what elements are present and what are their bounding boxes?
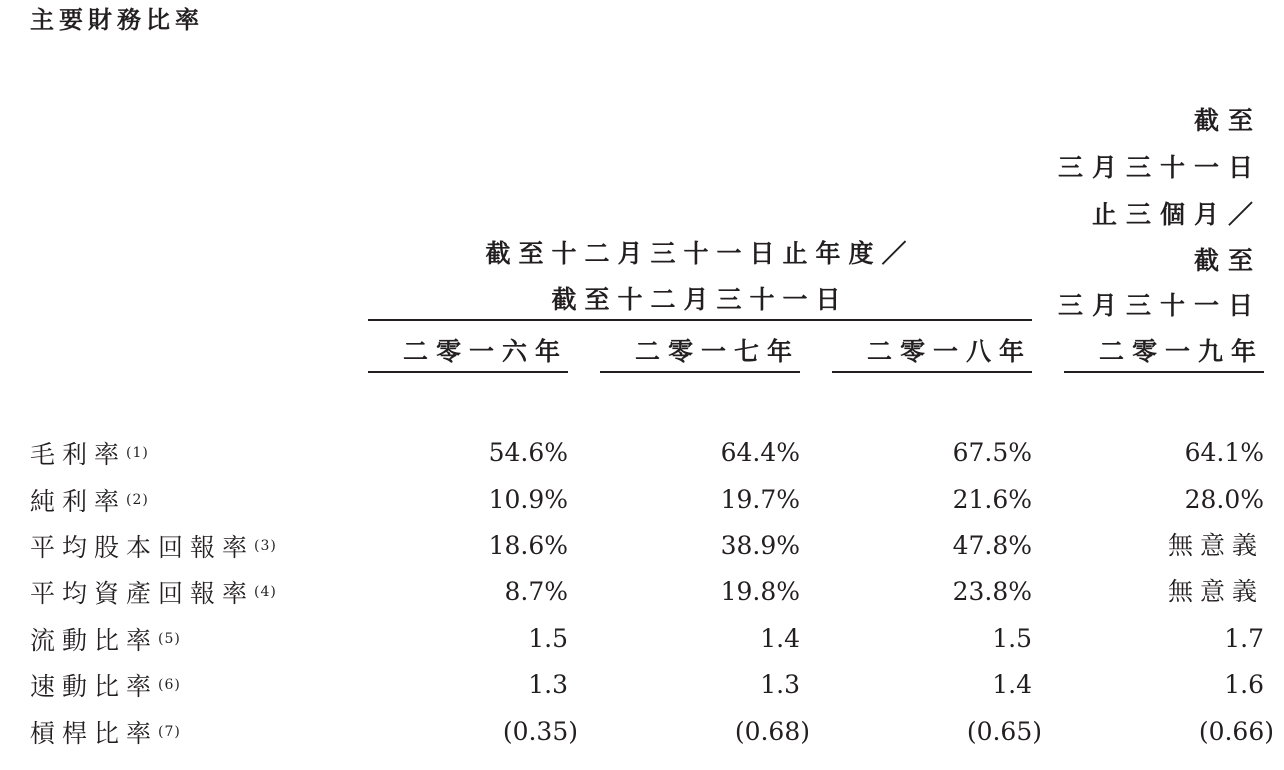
table-cell: 無意義	[1167, 577, 1264, 606]
row-label-return-on-assets	[30, 575, 277, 611]
table-cell: 19.8%	[720, 577, 800, 606]
table-cell: 19.7%	[720, 485, 800, 514]
column-rule-2018	[832, 371, 1032, 373]
row-label-return-on-equity	[30, 529, 277, 565]
table-cell: 21.6%	[952, 485, 1032, 514]
table-cell: 1.3	[760, 670, 800, 699]
row-label-text: 毛利率	[30, 440, 127, 469]
column-header-2019: 二零一九年	[1098, 337, 1264, 366]
last-col-header-line-1: 截至	[1193, 106, 1262, 135]
table-cell: 23.8%	[952, 577, 1032, 606]
table-cell: 無意義	[1167, 531, 1264, 560]
column-header-2018: 二零一八年	[866, 337, 1032, 366]
column-rule-2016	[368, 371, 568, 373]
table-cell: 64.4%	[720, 438, 800, 467]
table-cell: 28.0%	[1184, 485, 1264, 514]
table-cell: 54.6%	[488, 438, 568, 467]
page-title: 主要財務比率	[30, 6, 204, 34]
table-cell: 38.9%	[720, 531, 800, 560]
row-label-current-ratio	[30, 622, 181, 658]
column-header-2016: 二零一六年	[402, 337, 568, 366]
table-cell: 1.7	[1224, 624, 1264, 653]
row-label-text: 平均股本回報率	[30, 533, 255, 562]
table-cell: 18.6%	[488, 531, 568, 560]
year-group-header-line-2: 截至十二月三十一日	[551, 285, 849, 314]
table-cell: 1.6	[1224, 670, 1264, 699]
table-cell: 64.1%	[1184, 438, 1264, 467]
column-rule-2017	[600, 371, 800, 373]
table-cell: 1.5	[528, 624, 568, 653]
row-label-text: 槓桿比率	[30, 719, 159, 748]
column-header-2017: 二零一七年	[634, 337, 800, 366]
footnote-marker: (7)	[158, 724, 181, 740]
table-cell: 1.4	[992, 670, 1032, 699]
last-col-header-line-4: 截至	[1193, 246, 1262, 275]
footnote-marker: (4)	[254, 584, 277, 600]
table-cell: (0.65)	[966, 717, 1042, 746]
last-col-header-line-3: 止三個月／	[1091, 200, 1262, 229]
table-cell: 1.5	[992, 624, 1032, 653]
table-cell: (0.66)	[1198, 717, 1274, 746]
group-header-rule	[368, 319, 1032, 321]
footnote-marker: (6)	[158, 677, 181, 693]
table-cell: 8.7%	[504, 577, 568, 606]
footnote-marker: (2)	[126, 492, 149, 508]
footnote-marker: (5)	[158, 631, 181, 647]
footnote-marker: (3)	[254, 538, 277, 554]
table-cell: (0.68)	[734, 717, 810, 746]
row-label-text: 流動比率	[30, 626, 159, 655]
row-label-gearing-ratio	[30, 715, 181, 751]
table-cell: 10.9%	[488, 485, 568, 514]
row-label-quick-ratio	[30, 668, 181, 704]
last-col-header-line-2: 三月三十一日	[1057, 153, 1262, 182]
table-cell: 67.5%	[952, 438, 1032, 467]
row-label-text: 速動比率	[30, 672, 159, 701]
column-rule-2019	[1064, 371, 1264, 373]
table-cell: 1.3	[528, 670, 568, 699]
table-cell: 1.4	[760, 624, 800, 653]
row-label-text: 純利率	[30, 487, 127, 516]
year-group-header-line-1: 截至十二月三十一日止年度／	[485, 239, 915, 268]
table-cell: (0.35)	[502, 717, 578, 746]
footnote-marker: (1)	[126, 445, 149, 461]
table-cell: 47.8%	[952, 531, 1032, 560]
row-label-net-margin	[30, 483, 149, 519]
row-label-text: 平均資產回報率	[30, 579, 255, 608]
last-col-header-line-5: 三月三十一日	[1057, 291, 1262, 320]
row-label-gross-margin	[30, 436, 149, 472]
